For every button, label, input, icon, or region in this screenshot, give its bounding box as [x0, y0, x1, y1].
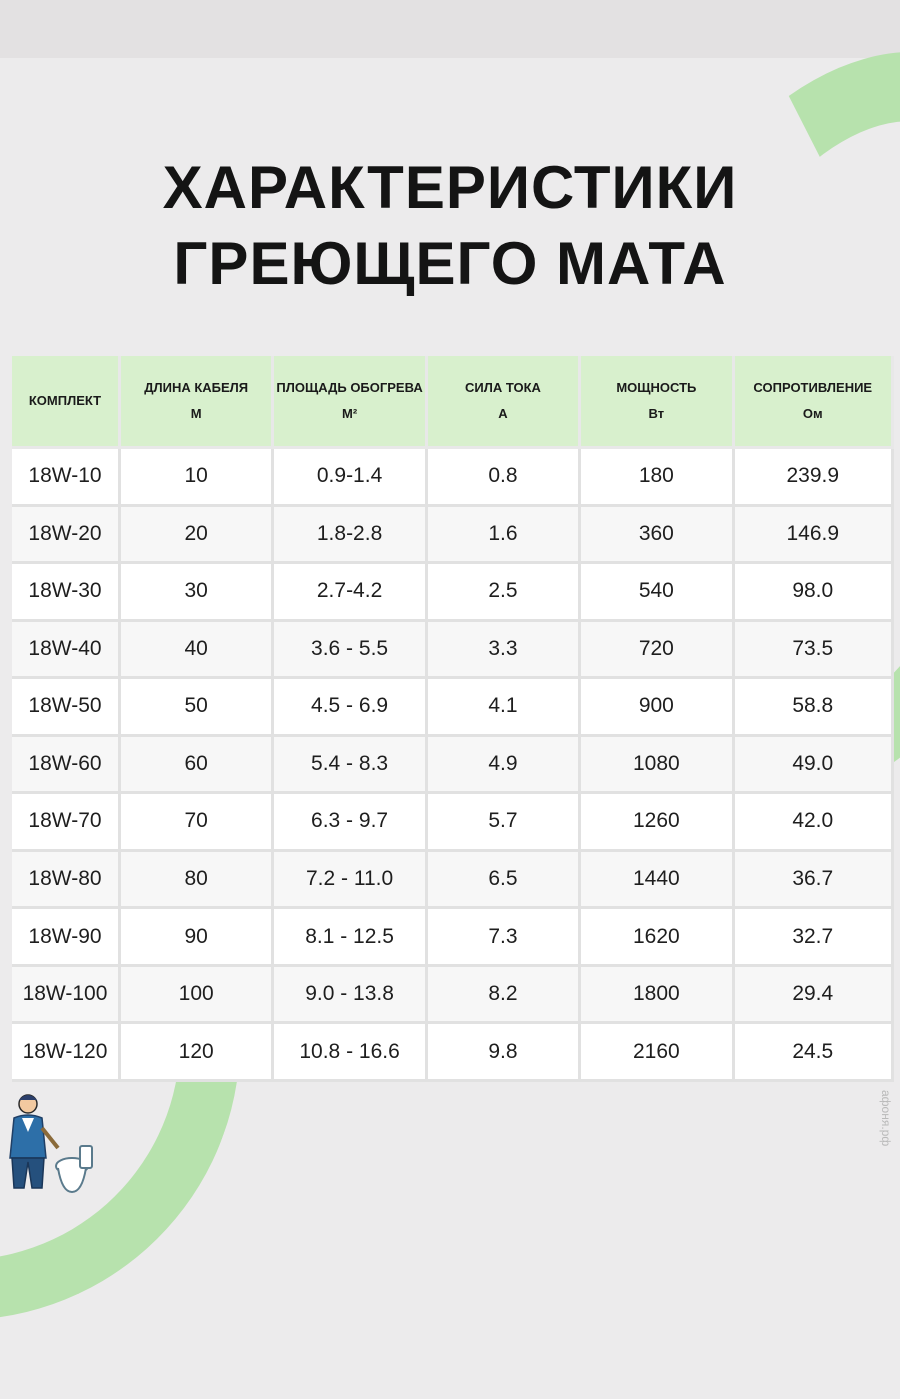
cell-kit: 18W-30	[12, 564, 121, 622]
cell-current: 4.9	[428, 737, 581, 795]
watermark-text: афоня.рф	[879, 1090, 893, 1147]
cell-heating-area: 0.9-1.4	[274, 449, 427, 507]
table-row	[12, 967, 894, 1025]
cell-power: 360	[581, 507, 734, 565]
cell-resistance: 24.5	[735, 1024, 894, 1082]
cell-power: 540	[581, 564, 734, 622]
cell-power: 1080	[581, 737, 734, 795]
header-unit: М	[190, 406, 202, 421]
cell-heating-area: 1.8-2.8	[274, 507, 427, 565]
cell-cable-length: 120	[121, 1024, 274, 1082]
header-unit: Ом	[802, 406, 823, 421]
cell-power: 720	[581, 622, 734, 680]
cell-power: 1260	[581, 794, 734, 852]
table-row	[12, 1024, 894, 1082]
cell-resistance: 42.0	[735, 794, 894, 852]
cell-cable-length: 90	[121, 909, 274, 967]
cell-kit: 18W-20	[12, 507, 121, 565]
table-row	[12, 794, 894, 852]
cell-cable-length: 20	[121, 507, 274, 565]
cell-power: 1800	[581, 967, 734, 1025]
header-kit: КОМПЛЕКТ	[12, 356, 121, 449]
cell-heating-area: 3.6 - 5.5	[274, 622, 427, 680]
cell-kit: 18W-80	[12, 852, 121, 910]
cell-heating-area: 8.1 - 12.5	[274, 909, 427, 967]
cell-resistance: 73.5	[735, 622, 894, 680]
cell-cable-length: 50	[121, 679, 274, 737]
cell-kit: 18W-70	[12, 794, 121, 852]
cell-current: 4.1	[428, 679, 581, 737]
cell-power: 900	[581, 679, 734, 737]
cell-kit: 18W-60	[12, 737, 121, 795]
table-row	[12, 679, 894, 737]
cell-cable-length: 40	[121, 622, 274, 680]
cell-heating-area: 2.7-4.2	[274, 564, 427, 622]
cell-kit: 18W-120	[12, 1024, 121, 1082]
cell-kit: 18W-10	[12, 449, 121, 507]
table-row	[12, 564, 894, 622]
cell-kit: 18W-100	[12, 967, 121, 1025]
cell-resistance: 32.7	[735, 909, 894, 967]
cell-power: 180	[581, 449, 734, 507]
cell-power: 1620	[581, 909, 734, 967]
cell-kit: 18W-50	[12, 679, 121, 737]
cell-resistance: 58.8	[735, 679, 894, 737]
plumber-mascot-icon	[0, 1088, 96, 1200]
cell-heating-area: 4.5 - 6.9	[274, 679, 427, 737]
header-heating-area: ПЛОЩАДЬ ОБОГРЕВА М²	[274, 356, 427, 449]
cell-heating-area: 7.2 - 11.0	[274, 852, 427, 910]
table-row	[12, 507, 894, 565]
header-resistance: СОПРОТИВЛЕНИЕ Ом	[735, 356, 894, 449]
cell-resistance: 29.4	[735, 967, 894, 1025]
cell-cable-length: 100	[121, 967, 274, 1025]
cell-cable-length: 30	[121, 564, 274, 622]
cell-current: 2.5	[428, 564, 581, 622]
cell-heating-area: 9.0 - 13.8	[274, 967, 427, 1025]
cell-current: 3.3	[428, 622, 581, 680]
top-band	[0, 0, 900, 58]
cell-current: 7.3	[428, 909, 581, 967]
table-body	[12, 449, 894, 1082]
header-cable-length: ДЛИНА КАБЕЛЯ М	[121, 356, 274, 449]
cell-current: 1.6	[428, 507, 581, 565]
cell-resistance: 49.0	[735, 737, 894, 795]
header-unit: М²	[341, 406, 358, 421]
title-line-2: ГРЕЮЩЕГО МАТА	[173, 230, 727, 297]
table-header-row	[12, 356, 894, 449]
cell-cable-length: 60	[121, 737, 274, 795]
cell-heating-area: 6.3 - 9.7	[274, 794, 427, 852]
table-row	[12, 449, 894, 507]
table-row	[12, 622, 894, 680]
table-row	[12, 737, 894, 795]
page-title	[0, 150, 900, 302]
cell-power: 1440	[581, 852, 734, 910]
cell-resistance: 146.9	[735, 507, 894, 565]
cell-current: 9.8	[428, 1024, 581, 1082]
cell-kit: 18W-90	[12, 909, 121, 967]
cell-kit: 18W-40	[12, 622, 121, 680]
cell-heating-area: 5.4 - 8.3	[274, 737, 427, 795]
header-power: МОЩНОСТЬ Вт	[581, 356, 734, 449]
cell-resistance: 239.9	[735, 449, 894, 507]
cell-current: 6.5	[428, 852, 581, 910]
cell-current: 5.7	[428, 794, 581, 852]
header-current: СИЛА ТОКА А	[428, 356, 581, 449]
cell-current: 0.8	[428, 449, 581, 507]
title-line-1: ХАРАКТЕРИСТИКИ	[162, 154, 738, 221]
cell-resistance: 98.0	[735, 564, 894, 622]
cell-cable-length: 70	[121, 794, 274, 852]
header-unit: А	[498, 406, 508, 421]
cell-heating-area: 10.8 - 16.6	[274, 1024, 427, 1082]
cell-current: 8.2	[428, 967, 581, 1025]
table-row	[12, 852, 894, 910]
table-row	[12, 909, 894, 967]
cell-cable-length: 10	[121, 449, 274, 507]
cell-cable-length: 80	[121, 852, 274, 910]
cell-resistance: 36.7	[735, 852, 894, 910]
header-unit: Вт	[648, 406, 665, 421]
specs-table	[12, 356, 894, 1082]
cell-power: 2160	[581, 1024, 734, 1082]
